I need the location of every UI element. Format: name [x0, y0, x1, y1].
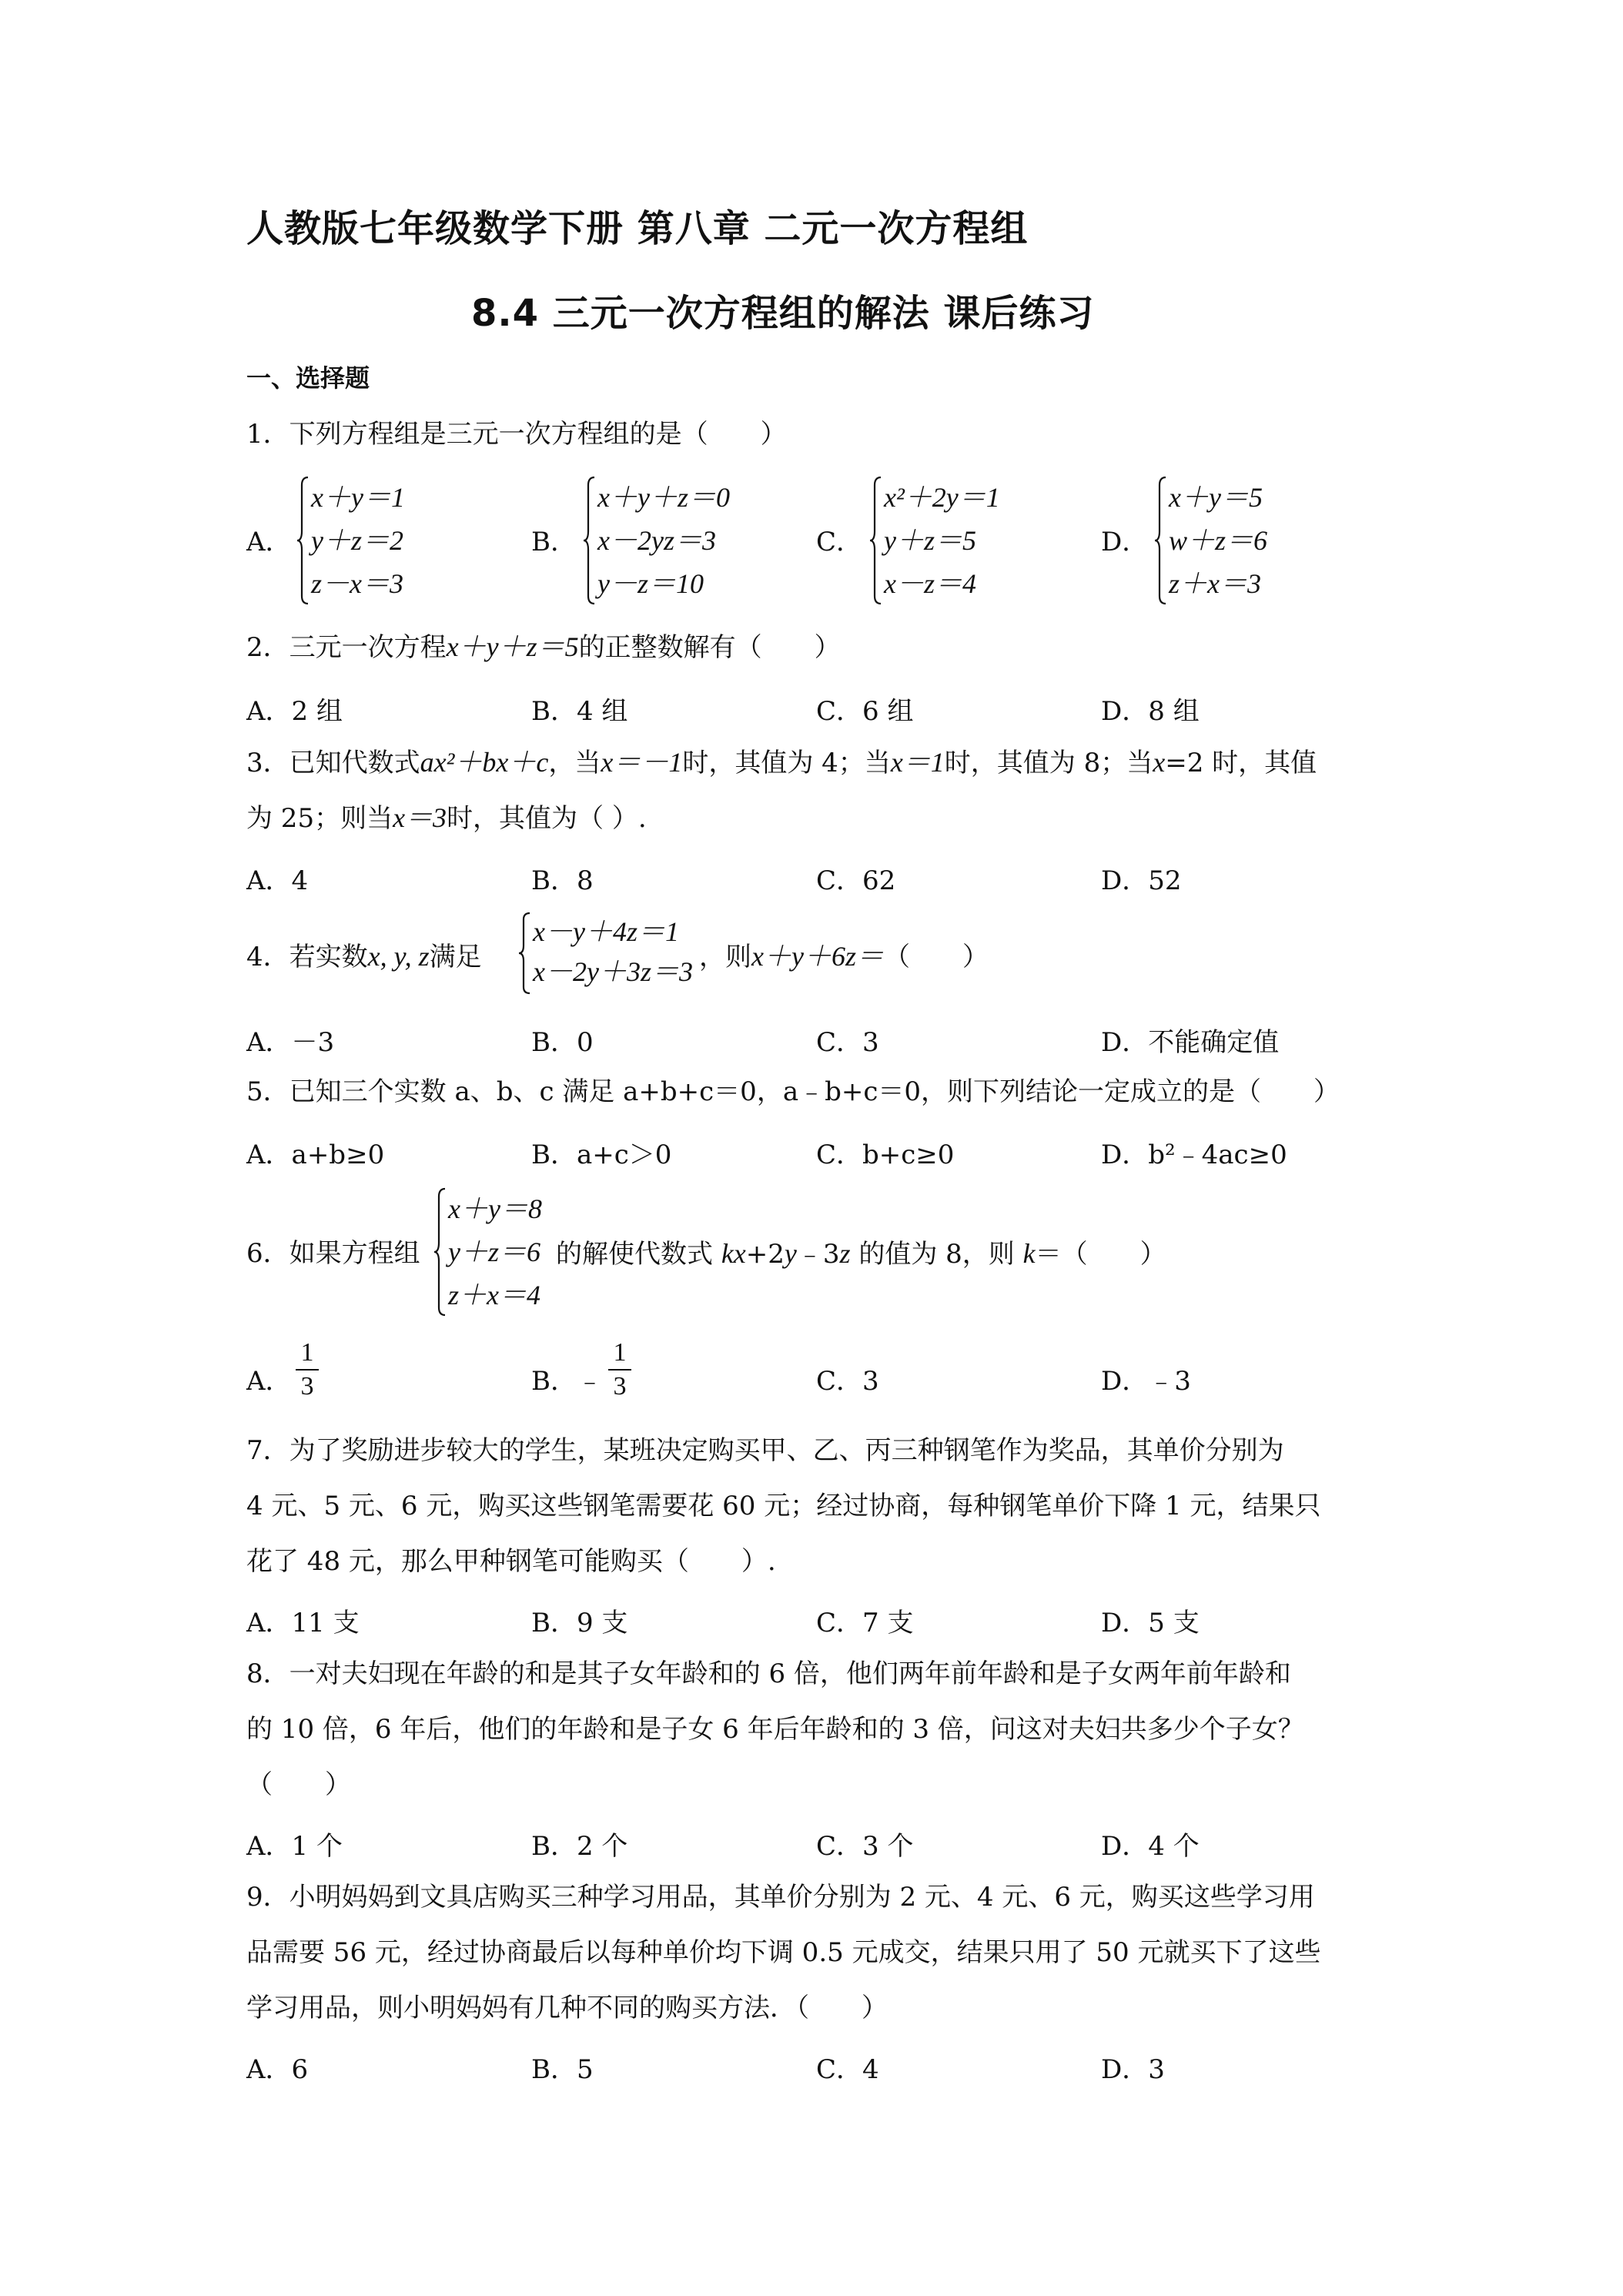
question-8-line-2: 的 10 倍，6 年后，他们的年龄和是子女 6 年后年龄和的 3 倍，问这对夫妇共多少个子女？	[246, 1714, 1304, 1745]
text: 的正整数解有（ ）	[578, 632, 841, 663]
math-expression: x	[1153, 747, 1166, 778]
fraction-bar	[608, 1369, 631, 1371]
math-expression: x＝－1	[601, 747, 683, 778]
text: 时，其值为（ ）.	[447, 803, 647, 834]
brace-icon	[517, 912, 533, 995]
q4-option-d: D．不能确定值	[1101, 1027, 1280, 1058]
equation: y－z＝10	[597, 568, 704, 599]
math-expression: ax²＋bx＋c	[420, 747, 549, 778]
question-1-stem: 1．下列方程组是三元一次方程组的是（ ）	[246, 419, 787, 450]
q7-option-c: C．7 支	[816, 1608, 914, 1638]
q6-option-d: D．﹣3	[1101, 1366, 1191, 1397]
q6-option-a-fraction	[296, 1338, 319, 1401]
text: ＝（ ）	[1035, 1239, 1166, 1270]
question-4-stem-end	[699, 929, 989, 985]
text: ，则	[699, 942, 751, 972]
equation: x－y＋4z＝1	[533, 916, 679, 947]
equation: z＋x＝4	[448, 1280, 540, 1310]
math-expression: x＝1	[890, 747, 945, 778]
q6-option-b-label: B．﹣	[531, 1366, 603, 1397]
equation: x－2y＋3z＝3	[533, 956, 693, 987]
equation: y＋z＝5	[884, 525, 976, 556]
math-expression: x＝3	[393, 802, 447, 833]
math-variable: kx	[721, 1238, 746, 1269]
text: 3．已知代数式	[246, 748, 420, 778]
q2-option-d: D．8 组	[1101, 696, 1200, 727]
q7-option-d: D．5 支	[1101, 1608, 1200, 1638]
equation: x＋y＝5	[1169, 482, 1263, 513]
q3-option-a: A．4	[246, 865, 309, 896]
math-expression: x, y, z	[367, 941, 430, 972]
question-3-line-1	[246, 735, 1317, 791]
text: =2 时，其值	[1165, 748, 1317, 778]
text: 时，其值为 8；当	[944, 748, 1153, 778]
equation: x－z＝4	[884, 568, 976, 599]
title-line-1: 人教版七年级数学下册 第八章 二元一次方程组	[246, 207, 1029, 250]
q4-option-b: B．0	[531, 1027, 594, 1058]
denominator: 3	[300, 1372, 314, 1401]
question-8-line-3: （ ）	[246, 1769, 351, 1800]
text: 2．三元一次方程	[246, 632, 447, 663]
text: （ ）	[883, 942, 989, 972]
q5-option-b: B．a+c＞0	[531, 1140, 672, 1170]
q9-option-b: B．5	[531, 2054, 594, 2085]
q2-option-c: C．6 组	[816, 696, 914, 727]
brace-icon	[433, 1187, 448, 1317]
question-7-line-2: 4 元、5 元、6 元，购买这些钢笔需要花 60 元；经过协商，每种钢笔单价下降 1 元，结果只	[246, 1491, 1321, 1521]
text: 的解使代数式	[556, 1239, 721, 1270]
brace-icon	[868, 476, 884, 605]
question-9-line-2: 品需要 56 元，经过协商最后以每种单价均下调 0.5 元成交，结果只用了 50 元就买下了这些	[246, 1937, 1321, 1968]
question-2-stem	[246, 619, 841, 675]
q9-option-a: A．6	[246, 2054, 309, 2085]
text: 4．若实数	[246, 942, 368, 972]
q6-option-c: C．3	[816, 1366, 879, 1397]
fraction-bar	[296, 1369, 319, 1371]
section-heading: 一、选择题	[246, 363, 370, 393]
text: ﹣3	[796, 1239, 840, 1270]
denominator: 3	[613, 1372, 627, 1401]
q8-option-b: B．2 个	[531, 1831, 628, 1862]
brace-icon	[296, 476, 311, 605]
equation: z－x＝3	[311, 568, 403, 599]
text: 时，其值为 4；当	[682, 748, 891, 778]
equation: x＋y＋z＝0	[597, 482, 730, 513]
equation: x－2yz＝3	[597, 525, 716, 556]
equation: x＋y＝1	[311, 482, 405, 513]
q2-option-b: B．4 组	[531, 696, 628, 727]
q6-option-a-label: A．	[246, 1366, 292, 1397]
question-5-stem: 5．已知三个实数 a、b、c 满足 a+b+c＝0，a﹣b+c＝0，则下列结论一定成立的是（ ）	[246, 1076, 1340, 1107]
q9-option-c: C．4	[816, 2054, 879, 2085]
q1-option-b-label: B．	[531, 527, 577, 557]
q3-option-c: C．62	[816, 865, 896, 896]
numerator: 1	[613, 1338, 627, 1367]
text: ，当	[548, 748, 601, 778]
equation: y＋z＝2	[311, 525, 403, 556]
text: +2	[745, 1239, 785, 1270]
title-line-2: 8.4 三元一次方程组的解法 课后练习	[471, 292, 1095, 335]
question-4-stem-start	[246, 929, 482, 985]
equation: y＋z＝6	[448, 1237, 540, 1267]
q8-option-d: D．4 个	[1101, 1831, 1200, 1862]
math-variable: k	[1022, 1238, 1036, 1269]
question-8-line-1: 8．一对夫妇现在年龄的和是其子女年龄和的 6 倍，他们两年前年龄和是子女两年前年龄和	[246, 1658, 1291, 1689]
math-expression: x＋y＋z＝5	[446, 631, 579, 662]
q7-option-a: A．11 支	[246, 1608, 360, 1638]
equation: x＋y＝8	[448, 1193, 542, 1224]
q2-option-a: A．2 组	[246, 696, 343, 727]
question-9-line-1: 9．小明妈妈到文具店购买三种学习用品，其单价分别为 2 元、4 元、6 元，购买这些学习用	[246, 1882, 1315, 1913]
equation: z＋x＝3	[1169, 568, 1261, 599]
q5-option-a: A．a+b≥0	[246, 1140, 385, 1170]
text: 为 25；则当	[246, 803, 393, 834]
question-6-stem-end	[556, 1226, 1166, 1282]
question-7-line-3: 花了 48 元，那么甲种钢笔可能购买（ ）.	[246, 1546, 776, 1577]
q3-option-d: D．52	[1101, 865, 1182, 896]
q1-option-a-label: A．	[246, 527, 292, 557]
text: 的值为 8，则	[850, 1239, 1023, 1270]
q4-option-a: A．－3	[246, 1027, 335, 1058]
q5-option-c: C．b+c≥0	[816, 1140, 955, 1170]
math-variable: y	[784, 1238, 797, 1269]
numerator: 1	[300, 1338, 314, 1367]
q9-option-d: D．3	[1101, 2054, 1165, 2085]
q3-option-b: B．8	[531, 865, 594, 896]
question-6-stem-start: 6．如果方程组	[246, 1238, 420, 1269]
q8-option-a: A．1 个	[246, 1831, 343, 1862]
math-variable: z	[839, 1238, 851, 1269]
q7-option-b: B．9 支	[531, 1608, 628, 1638]
question-9-line-3: 学习用品，则小明妈妈有几种不同的购买方法．（ ）	[246, 1993, 888, 2023]
question-7-line-1: 7．为了奖励进步较大的学生，某班决定购买甲、乙、丙三种钢笔作为奖品，其单价分别为	[246, 1435, 1284, 1466]
q1-option-d-label: D．	[1101, 527, 1149, 557]
q6-option-b-fraction	[608, 1338, 631, 1401]
question-3-line-2	[246, 790, 647, 846]
math-expression: x＋y＋6z＝	[751, 941, 884, 972]
q5-option-d: D．b²﹣4ac≥0	[1101, 1140, 1287, 1170]
text: 满足	[429, 942, 482, 972]
brace-icon	[582, 476, 597, 605]
brace-icon	[1153, 476, 1169, 605]
q8-option-c: C．3 个	[816, 1831, 914, 1862]
q4-option-c: C．3	[816, 1027, 879, 1058]
q1-option-c-label: C．	[816, 527, 863, 557]
equation: w＋z＝6	[1169, 525, 1268, 556]
equation: x²＋2y＝1	[884, 482, 1000, 513]
